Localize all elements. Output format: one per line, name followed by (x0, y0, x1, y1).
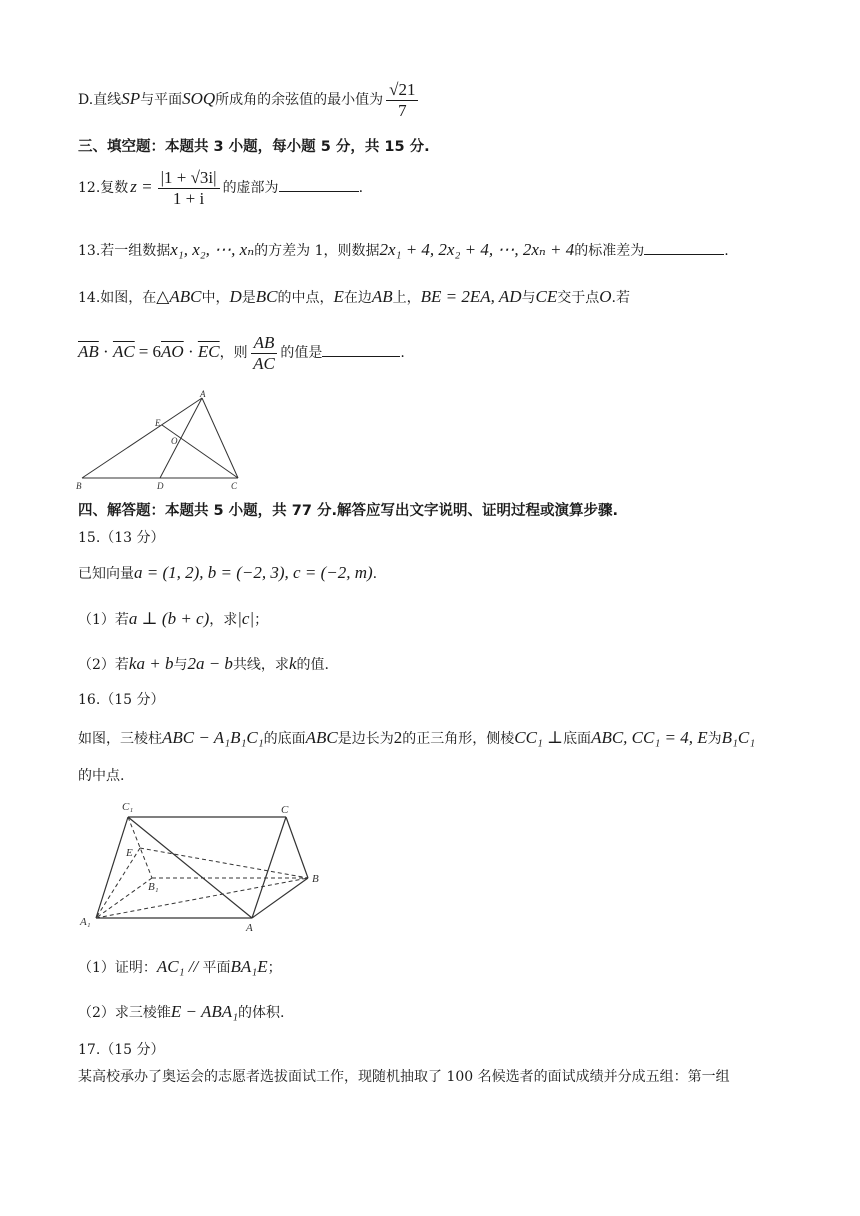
question-15-part-1: （1）若a ⊥ (b + c)，求|c|； (78, 609, 269, 628)
question-16-part-2: （2）求三棱锥E − ABA₁的体积. (78, 1002, 285, 1021)
question-15-header: 15.（13 分） (78, 530, 165, 546)
question-16-line-2: 的中点. (78, 768, 125, 784)
fraction: $\frac{AB}{AC}$ (251, 333, 278, 373)
answer-blank (644, 242, 724, 255)
label-c1: C₁ (122, 801, 134, 813)
question-16-header: 16.（15 分） (78, 692, 165, 708)
label-e: E (126, 847, 133, 859)
triangle-figure (74, 390, 254, 490)
fraction: $\frac{|1 + √3i|}{1 + i}$ (158, 168, 220, 208)
label-a: A (246, 922, 253, 934)
question-16-part-1: （1）证明：AC₁ // 平面BA₁E； (78, 957, 282, 976)
label-d: D (157, 481, 164, 490)
question-17-line-1: 某高校承办了奥运会的志愿者选拔面试工作，现随机抽取了 100 名候选者的面试成绩并分成五组：第一组 (78, 1069, 730, 1085)
label-c: C (231, 481, 238, 490)
label-b: B (76, 481, 82, 490)
label-e: E (155, 418, 161, 428)
label-a1: A₁ (80, 916, 91, 928)
section-3-heading: 三、填空题：本题共 3 小题，每小题 5 分，共 15 分. (78, 139, 430, 155)
label-o: O (171, 436, 178, 446)
question-16-line-1: 如图，三棱柱ABC − A₁B₁C₁的底面ABC是边长为2的正三角形，侧棱CC₁ ⊥底面ABC, CC₁ = 4, E为B₁C₁ (78, 728, 756, 747)
q11-option-d: D.直线SP与平面SOQ所成角的余弦值的最小值为 $\frac{√21}{7}$ (78, 80, 421, 120)
question-17-header: 17.（15 分） (78, 1042, 165, 1058)
question-12: 12.复数 z = $\frac{|1 + √3i|}{1 + i}$ 的虚部为 . (78, 168, 364, 208)
label-b: B (312, 873, 319, 885)
question-14-line-2: $\overline{AB} \cdot \overline{AC} = 6\overline{AO} \cdot \overline{EC}$，则 $\frac{AB}{AC}$ 的值是 . (78, 333, 405, 373)
question-15-part-2: （2）若ka + b与2a − b共线，求k的值. (78, 654, 329, 673)
answer-blank (279, 179, 359, 192)
fraction: $\frac{√21}{7}$ (386, 80, 418, 120)
answer-blank (322, 344, 400, 357)
label-c: C (281, 804, 289, 816)
question-15-given: 已知向量a = (1, 2), b = (−2, 3), c = (−2, m). (78, 563, 378, 582)
prism-figure (76, 798, 338, 936)
label-b1: B₁ (148, 881, 159, 893)
label-a: A (200, 390, 206, 399)
question-13: 13.若一组数据x₁, x₂, ⋯, xₙ的方差为 1，则数据2x₁ + 4, 2x₂ + 4, ⋯, 2xₙ + 4的标准差为 . (78, 240, 729, 259)
question-14-line-1: 14.如图，在△ABC中，D是BC的中点，E在边AB上，BE = 2EA, AD与CE交于点O.若 (78, 287, 630, 306)
section-4-heading: 四、解答题：本题共 5 小题，共 77 分.解答应写出文字说明、证明过程或演算步骤. (78, 503, 618, 519)
